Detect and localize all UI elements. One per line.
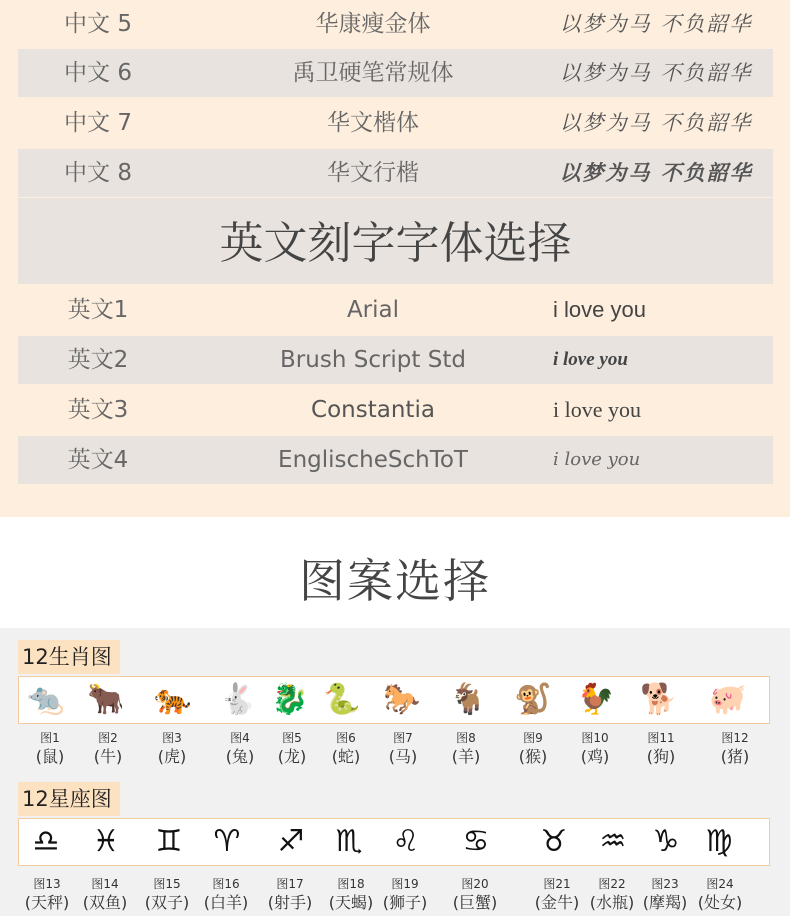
- pattern-name: (猪): [720, 747, 750, 766]
- pattern-caption: [529, 876, 585, 914]
- font-sample: i love you: [553, 449, 641, 470]
- pattern-caption: [323, 876, 379, 914]
- pattern-caption: [318, 730, 374, 768]
- zodiac-icon-strip: [18, 676, 770, 724]
- pattern-caption: [375, 730, 431, 768]
- pattern-number: 图20: [461, 877, 489, 891]
- pisces-icon[interactable]: ♓: [92, 824, 120, 859]
- pattern-caption: [198, 876, 254, 914]
- pattern-name: (天蝎): [328, 893, 374, 912]
- english-font-row-3[interactable]: [18, 386, 773, 434]
- font-family-name: Constantia: [311, 397, 435, 423]
- pattern-caption: [707, 730, 763, 768]
- font-option-name: 英文1: [67, 297, 129, 323]
- pattern-caption: [377, 876, 433, 914]
- sagittarius-icon[interactable]: ♐: [277, 824, 305, 859]
- rat-icon[interactable]: 🐀: [27, 682, 65, 717]
- pattern-caption: [505, 730, 561, 768]
- pattern-name: (蛇): [331, 747, 361, 766]
- pattern-name: (鼠): [35, 747, 65, 766]
- font-sample: 以梦为马 不负韶华: [559, 160, 753, 185]
- snake-icon[interactable]: 🐍: [323, 682, 361, 717]
- tiger-icon[interactable]: 🐅: [154, 682, 192, 717]
- constellation-label: 12星座图: [18, 782, 120, 816]
- pattern-number: 图12: [721, 731, 749, 745]
- pattern-number: 图2: [98, 731, 118, 745]
- pattern-number: 图22: [598, 877, 626, 891]
- rooster-icon[interactable]: 🐓: [577, 682, 615, 717]
- taurus-icon[interactable]: ♉: [540, 824, 568, 859]
- english-font-row-1[interactable]: [18, 286, 773, 334]
- pattern-number: 图14: [91, 877, 119, 891]
- pattern-caption: [80, 730, 136, 768]
- pattern-name: (天秤): [24, 893, 70, 912]
- pattern-number: 图24: [706, 877, 734, 891]
- font-family-name: Arial: [346, 297, 400, 323]
- font-sample: 以梦为马 不负韶华: [559, 61, 753, 85]
- font-family-name: 华康瘦金体: [315, 11, 431, 37]
- pattern-caption: [447, 876, 503, 914]
- font-option-name: 英文3: [67, 397, 129, 423]
- font-option-name: 英文4: [67, 447, 129, 473]
- pattern-name: (摩羯): [642, 893, 688, 912]
- pattern-number: 图3: [162, 731, 182, 745]
- english-font-section-title: 英文刻字字体选择: [18, 198, 773, 284]
- leo-icon[interactable]: ♌: [392, 824, 420, 859]
- pattern-name: (双鱼): [82, 893, 128, 912]
- font-family-name: EnglischeSchToT: [278, 447, 468, 473]
- aquarius-icon[interactable]: ♒: [599, 824, 627, 859]
- chinese-font-row-8[interactable]: [18, 149, 773, 197]
- pattern-caption: [144, 730, 200, 768]
- pattern-name: (狗): [646, 747, 676, 766]
- font-family-name: 禹卫硬笔常规体: [292, 60, 454, 86]
- zodiac-label: 12生肖图: [18, 640, 120, 674]
- pattern-name: (鸡): [580, 747, 610, 766]
- pattern-name: (狮子): [382, 893, 428, 912]
- dog-icon[interactable]: 🐕: [640, 682, 678, 717]
- font-option-name: 英文2: [67, 347, 129, 373]
- goat-icon[interactable]: 🐐: [449, 682, 487, 717]
- pattern-number: 图23: [651, 877, 679, 891]
- chinese-font-row-7[interactable]: [18, 99, 773, 147]
- pattern-caption: [139, 876, 195, 914]
- chinese-font-row-6[interactable]: [18, 49, 773, 97]
- rabbit-icon[interactable]: 🐇: [219, 682, 257, 717]
- pattern-number: 图7: [393, 731, 413, 745]
- pattern-caption: [637, 876, 693, 914]
- ox-icon[interactable]: 🐂: [87, 682, 125, 717]
- gemini-icon[interactable]: ♊: [155, 824, 183, 859]
- font-option-name: 中文 8: [64, 160, 132, 186]
- pattern-name: (水瓶): [589, 893, 635, 912]
- pattern-caption: [584, 876, 640, 914]
- pattern-name: (猴): [518, 747, 548, 766]
- pattern-name: (巨蟹): [452, 893, 498, 912]
- pattern-section-title: 图案选择: [299, 554, 491, 608]
- libra-icon[interactable]: ♎: [32, 824, 60, 859]
- font-family-name: 华文楷体: [327, 110, 419, 136]
- pattern-name: (牛): [93, 747, 123, 766]
- font-sample: i love you: [553, 297, 646, 322]
- dragon-icon[interactable]: 🐉: [271, 682, 309, 717]
- capricorn-icon[interactable]: ♑: [652, 824, 680, 859]
- pattern-name: (虎): [157, 747, 187, 766]
- pattern-caption: [264, 730, 320, 768]
- pattern-caption: [19, 876, 75, 914]
- pattern-caption: [212, 730, 268, 768]
- pattern-number: 图9: [523, 731, 543, 745]
- pattern-number: 图4: [230, 731, 250, 745]
- cancer-icon[interactable]: ♋: [462, 824, 490, 859]
- pattern-number: 图21: [543, 877, 571, 891]
- pattern-number: 图16: [212, 877, 240, 891]
- pattern-number: 图5: [282, 731, 302, 745]
- pig-icon[interactable]: 🐖: [709, 682, 747, 717]
- pattern-name: (兔): [225, 747, 255, 766]
- horse-icon[interactable]: 🐎: [383, 682, 421, 717]
- pattern-caption: [262, 876, 318, 914]
- virgo-icon[interactable]: ♍: [705, 824, 733, 859]
- scorpio-icon[interactable]: ♏: [335, 824, 363, 859]
- font-option-name: 中文 6: [64, 60, 132, 86]
- aries-icon[interactable]: ♈: [213, 824, 241, 859]
- pattern-number: 图17: [276, 877, 304, 891]
- pattern-caption: [692, 876, 748, 914]
- pattern-caption: [567, 730, 623, 768]
- pattern-name: (羊): [451, 747, 481, 766]
- pattern-caption: [438, 730, 494, 768]
- font-sample: i love you: [553, 397, 641, 422]
- english-font-row-4[interactable]: [18, 436, 773, 484]
- pattern-number: 图15: [153, 877, 181, 891]
- pattern-name: (马): [388, 747, 418, 766]
- pattern-caption: [633, 730, 689, 768]
- font-option-name: 中文 7: [64, 110, 132, 136]
- pattern-number: 图19: [391, 877, 419, 891]
- pattern-number: 图18: [337, 877, 365, 891]
- pattern-caption: [77, 876, 133, 914]
- font-family-name: Brush Script Std: [280, 347, 466, 373]
- font-sample: i love you: [553, 349, 628, 370]
- pattern-name: (处女): [697, 893, 743, 912]
- font-sample: 以梦为马 不负韶华: [559, 12, 753, 36]
- pattern-number: 图1: [40, 731, 60, 745]
- pattern-name: (金牛): [534, 893, 580, 912]
- pattern-name: (龙): [277, 747, 307, 766]
- pattern-number: 图13: [33, 877, 61, 891]
- pattern-name: (白羊): [203, 893, 249, 912]
- constellation-icon-strip: [18, 818, 770, 866]
- monkey-icon[interactable]: 🐒: [514, 682, 552, 717]
- pattern-number: 图6: [336, 731, 356, 745]
- pattern-name: (射手): [267, 893, 313, 912]
- font-sample: 以梦为马 不负韶华: [559, 111, 753, 135]
- pattern-number: 图11: [647, 731, 675, 745]
- chinese-font-row-5[interactable]: [18, 0, 773, 48]
- pattern-name: (双子): [144, 893, 190, 912]
- pattern-number: 图8: [456, 731, 476, 745]
- font-option-name: 中文 5: [64, 11, 132, 37]
- pattern-number: 图10: [581, 731, 609, 745]
- english-font-row-2[interactable]: [18, 336, 773, 384]
- font-family-name: 华文行楷: [327, 160, 419, 186]
- pattern-caption: [22, 730, 78, 768]
